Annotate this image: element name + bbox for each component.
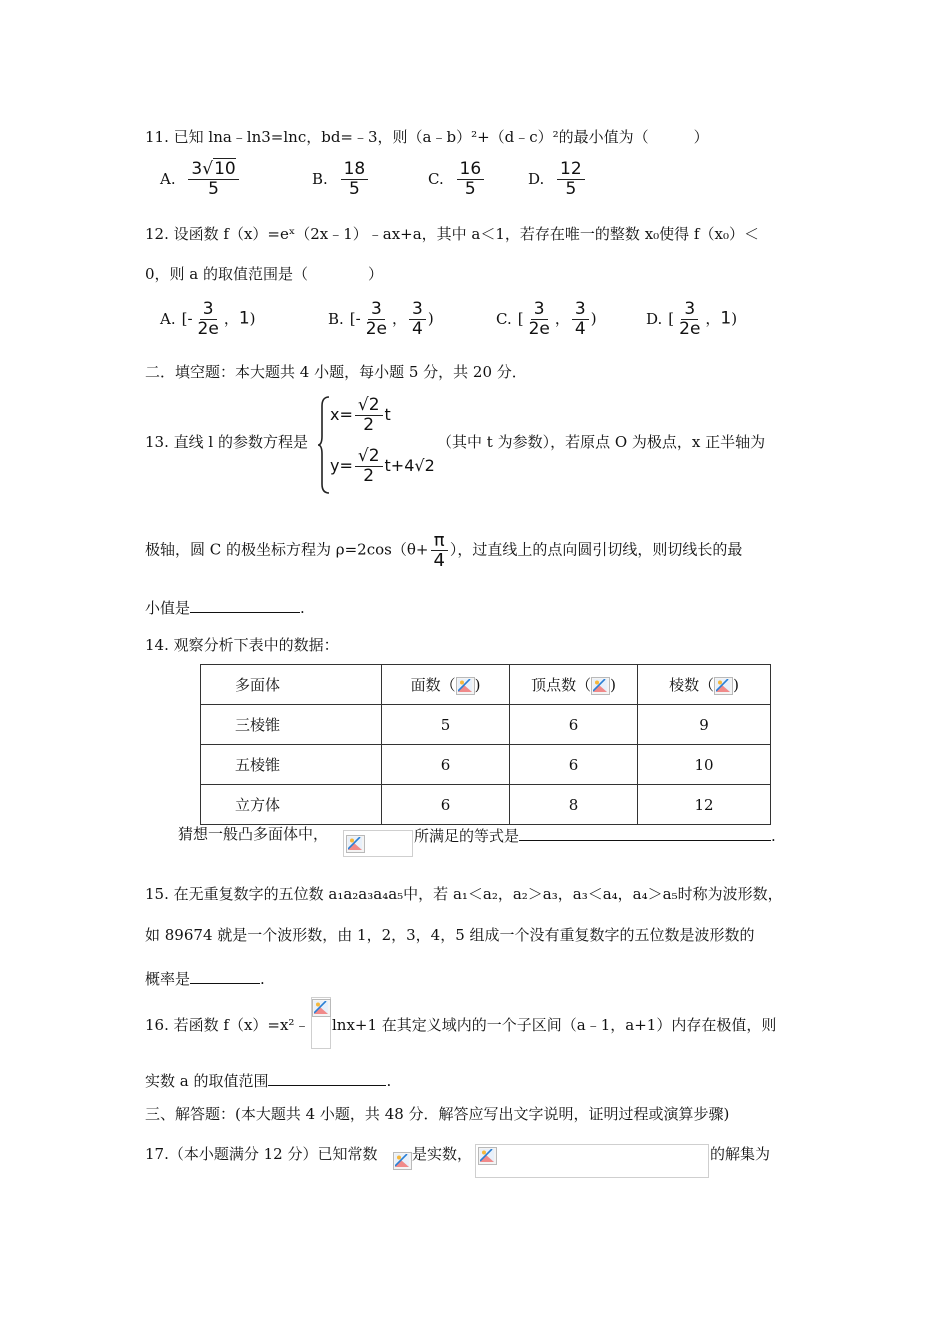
q12-option-d [646, 300, 737, 339]
fraction-denominator: 4 [574, 319, 586, 339]
option-label: A. [160, 169, 176, 188]
bracket: [ [668, 309, 675, 328]
eq-lhs: x= [330, 405, 353, 424]
fraction-denominator: 4 [412, 319, 423, 339]
broken-image-icon [714, 677, 733, 695]
q15-line2: 如 89674 就是一个波形数，由 1，2，3，4，5 组成一个没有重复数字的五位数是波形数的 [145, 926, 755, 944]
eq-rhs: t+4√2 [384, 456, 435, 475]
fraction-numerator: √2 [355, 396, 383, 416]
broken-image-icon [393, 1152, 412, 1170]
fraction-numerator: 3 [572, 300, 589, 320]
fraction-denominator: 5 [348, 179, 360, 199]
broken-image-icon [346, 835, 365, 853]
q11-option-c [428, 160, 486, 199]
interval-right: 1 [238, 308, 250, 329]
q14-text: 14. 观察分析下表中的数据： [145, 636, 339, 654]
fraction [363, 300, 390, 339]
broken-image-icon [591, 677, 610, 695]
table-cell: 5 [382, 705, 510, 745]
q11-option-d [528, 160, 587, 199]
table-cell: 12 [638, 785, 771, 825]
fraction [457, 160, 485, 199]
sign: - [355, 309, 361, 328]
table-row [201, 785, 771, 825]
answer-blank[interactable] [519, 824, 771, 841]
fraction [355, 396, 383, 435]
fraction-numerator: π [431, 531, 448, 551]
table-row [201, 745, 771, 785]
answer-blank[interactable] [190, 596, 300, 613]
fraction-denominator: 2e [197, 319, 219, 339]
fraction-numerator: √2 [355, 447, 383, 467]
fraction [572, 300, 589, 339]
option-label: C. [496, 309, 512, 328]
fraction-denominator: 2e [365, 319, 388, 339]
option-label: B. [328, 309, 344, 328]
q14-guess-mid-text: 所满足的等式是 [414, 827, 520, 845]
fraction-denominator: 4 [433, 550, 445, 571]
fraction-denominator: 5 [565, 179, 577, 199]
q13-prefix: 13. 直线 l 的参数方程是 [145, 433, 308, 451]
separator: ， [223, 309, 239, 328]
table-cell: 立方体 [201, 785, 382, 825]
q14-guess-pre: 猜想一般凸多面体中， [178, 825, 329, 843]
eq-rhs: t [384, 405, 391, 424]
q13-suffix: （其中 t 为参数），若原点 O 为极点，x 正半轴为 [437, 433, 766, 451]
broken-image-icon [478, 1147, 497, 1165]
table-cell: 6 [510, 705, 638, 745]
q13-line3-text: 小值是 [145, 599, 191, 617]
left-brace-icon [318, 396, 330, 494]
table-cell: 8 [510, 785, 638, 825]
q11-option-a [160, 160, 241, 199]
q16-line2 [145, 1069, 391, 1091]
table-cell: 10 [638, 745, 771, 785]
fraction-denominator: 5 [464, 179, 476, 199]
option-label: B. [312, 169, 328, 188]
period: . [386, 1072, 392, 1090]
q16-line2-text: 实数 a 的取值范围 [145, 1072, 269, 1090]
q13-line3 [145, 596, 305, 618]
fraction-denominator: 2e [679, 319, 701, 339]
option-label: A. [160, 309, 176, 328]
option-label: D. [646, 309, 663, 328]
q15-line1: 15. 在无重复数字的五位数 a₁a₂a₃a₄a₅中，若 a₁＜a₂，a₂＞a₃，a₃＜a₄，a₄＞a₅时称为波形数， [145, 885, 783, 903]
fraction-numerator: 3√10 [188, 160, 238, 180]
bracket: ) [590, 309, 597, 328]
header-cell: 棱数（ ) [638, 665, 771, 705]
period: . [771, 827, 776, 845]
fraction-numerator: 18 [341, 160, 369, 180]
table-row [201, 705, 771, 745]
header-cell: 多面体 [201, 665, 382, 705]
q13-line2 [145, 531, 742, 570]
eq-lhs: y= [330, 456, 353, 475]
fraction [355, 447, 383, 486]
fraction-denominator: 2e [528, 319, 550, 339]
fraction [341, 160, 369, 199]
formula-image-placeholder [475, 1144, 709, 1178]
bracket: ) [731, 309, 738, 328]
q17-pre: 17.（本小题满分 12 分）已知常数 [145, 1145, 378, 1163]
fraction-numerator: 12 [557, 160, 585, 180]
broken-image-icon [312, 999, 331, 1017]
fraction [195, 300, 222, 339]
table-cell: 9 [638, 705, 771, 745]
table-cell: 五棱锥 [201, 745, 382, 785]
fraction [557, 160, 585, 199]
fraction-numerator: 3 [409, 300, 426, 320]
table-cell: 三棱锥 [201, 705, 382, 745]
fraction-numerator: 3 [681, 300, 698, 320]
formula-image-placeholder [343, 830, 413, 857]
table-header-row [201, 665, 771, 705]
q17-post: 的解集为 [710, 1145, 771, 1163]
q17-mid: 是实数， [412, 1145, 473, 1163]
q12-line2: 0，则 a 的取值范围是（ ） [145, 265, 384, 283]
fraction [526, 300, 553, 339]
separator: ， [554, 309, 570, 328]
bracket: [ [181, 309, 188, 328]
q14-guess-mid [414, 824, 776, 846]
bracket: ) [249, 309, 256, 328]
option-label: C. [428, 169, 444, 188]
fraction-numerator: 3 [200, 300, 217, 320]
sign: - [187, 309, 193, 328]
q12-line1: 12. 设函数 f（x）=eˣ（2x﹣1）﹣ax+a，其中 a＜1，若存在唯一的整数 x₀使得 f（x₀）＜ [145, 225, 759, 243]
fraction-denominator: 2 [363, 466, 375, 486]
fraction [430, 531, 447, 570]
period: . [260, 970, 265, 988]
q15-line3 [145, 967, 265, 989]
fraction-denominator: 5 [208, 179, 219, 199]
polyhedra-table [200, 664, 771, 825]
option-label: D. [528, 169, 545, 188]
q12-option-c [496, 300, 597, 339]
section-2-heading: 二．填空题：本大题共 4 小题，每小题 5 分，共 20 分． [145, 363, 527, 381]
q13-equation-y [330, 447, 435, 486]
q11-option-b [312, 160, 370, 199]
fraction-numerator: 16 [457, 160, 485, 180]
fraction-numerator: 3 [368, 300, 385, 320]
q16-post: lnx+1 在其定义域内的一个子区间（a﹣1，a+1）内存在极值，则 [332, 1016, 777, 1034]
q13-line2-post: ），过直线上的点向圆引切线，则切线长的最 [449, 540, 743, 559]
header-cell: 面数（ ) [382, 665, 510, 705]
q12-option-a [160, 300, 256, 339]
table-cell: 6 [382, 785, 510, 825]
bracket: [ [517, 309, 524, 328]
q15-line3-text: 概率是 [145, 970, 191, 988]
table-cell: 6 [382, 745, 510, 785]
period: . [300, 599, 305, 617]
bracket: [ [349, 309, 356, 328]
separator: ， [392, 309, 408, 328]
fraction-numerator: 3 [531, 300, 548, 320]
section-3-heading: 三、解答题：(本大题共 4 小题，共 48 分．解答应写出文字说明，证明过程或演算步骤) [145, 1105, 730, 1123]
answer-blank[interactable] [268, 1069, 386, 1086]
table-cell: 6 [510, 745, 638, 785]
broken-image-icon [456, 677, 475, 695]
fraction [409, 300, 426, 339]
q13-line2-pre: 极轴，圆 C 的极坐标方程为 ρ=2cos（θ+ [145, 540, 429, 559]
answer-blank[interactable] [190, 967, 260, 984]
formula-image-placeholder [311, 997, 331, 1049]
q13-equation-x [330, 396, 391, 435]
fraction [676, 300, 703, 339]
separator: ， [705, 309, 721, 328]
q11-text: 11. 已知 lna﹣ln3=lnc，bd=﹣3，则（a﹣b）²+（d﹣c）²的最小值为（ ） [145, 128, 709, 146]
q16-pre: 16. 若函数 f（x）=x²﹣ [145, 1016, 310, 1034]
q12-option-b [328, 300, 434, 339]
bracket: ) [427, 309, 434, 328]
fraction-denominator: 2 [363, 415, 375, 435]
fraction [188, 160, 238, 199]
header-cell: 顶点数（ ) [510, 665, 638, 705]
interval-right: 1 [720, 308, 732, 329]
